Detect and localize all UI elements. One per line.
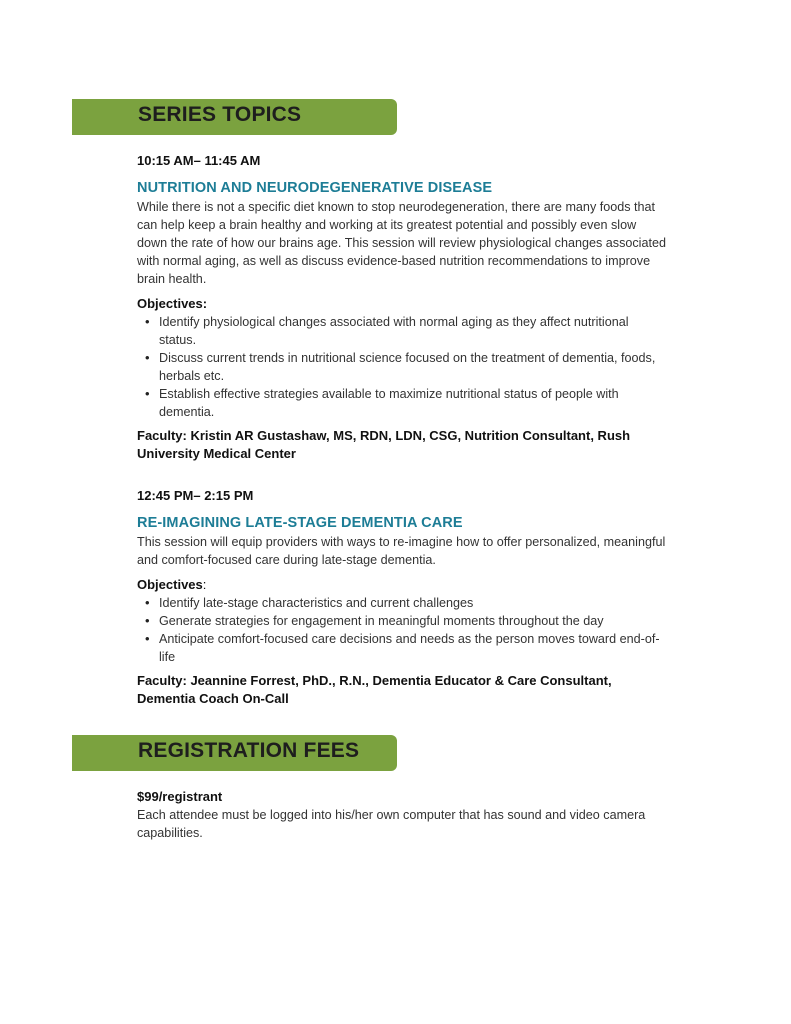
registration-fees-banner	[72, 735, 397, 771]
session-1	[137, 152, 667, 463]
session-time: 12:45 PM– 2:15 PM	[137, 488, 254, 503]
objectives-list	[137, 594, 667, 666]
series-topics-title: SERIES TOPICS	[138, 103, 302, 126]
objectives-label	[137, 576, 667, 594]
objectives-list	[137, 313, 667, 421]
registration-note: Each attendee must be logged into his/her own computer that has sound and video camera capabilities.	[137, 808, 646, 840]
list-item: • Identify late-stage characteristics and current challenges	[159, 594, 667, 612]
session-description: This session will equip providers with ways to re-imagine how to offer personalized, meaningful and comfort-focused care during late-stage dementia.	[137, 535, 666, 567]
registration-price: $99/registrant	[137, 789, 223, 804]
objectives-colon: :	[202, 577, 207, 592]
list-item: • Identify physiological changes associated with normal aging as they affect nutritional status.	[159, 313, 667, 349]
list-item: • Discuss current trends in nutritional science focused on the treatment of dementia, foods, herbals etc.	[159, 349, 667, 385]
faculty: Faculty: Jeannine Forrest, PhD., R.N., Dementia Educator & Care Consultant, Dementia Coach On-Call	[137, 673, 612, 706]
session-description: While there is not a specific diet known to stop neurodegeneration, there are many foods that can help keep a brain healthy and working at its greatest potential and possibly even slow down the rate of how our brains age. This session will review physiological changes associated with normal aging, as well as discuss evidence-based nutrition recommendations to improve brain health.	[137, 200, 666, 286]
session-time: 10:15 AM– 11:45 AM	[137, 153, 261, 168]
list-item: • Establish effective strategies available to maximize nutritional status of people with dementia.	[159, 385, 667, 421]
list-item: • Anticipate comfort-focused care decisions and needs as the person moves toward end-of-life	[159, 630, 667, 666]
session-2	[137, 487, 667, 708]
faculty: Faculty: Kristin AR Gustashaw, MS, RDN, LDN, CSG, Nutrition Consultant, Rush University Medical Center	[137, 428, 631, 461]
list-item: • Generate strategies for engagement in meaningful moments throughout the day	[159, 612, 667, 630]
objectives-label: Objectives:	[137, 296, 208, 311]
registration	[137, 788, 667, 842]
session-title: NUTRITION AND NEURODEGENERATIVE DISEASE	[137, 180, 493, 196]
registration-fees-title: REGISTRATION FEES	[138, 739, 360, 762]
session-title: RE-IMAGINING LATE-STAGE DEMENTIA CARE	[137, 515, 463, 531]
objectives-label-text: Objectives	[137, 577, 203, 592]
series-topics-banner	[72, 99, 397, 135]
